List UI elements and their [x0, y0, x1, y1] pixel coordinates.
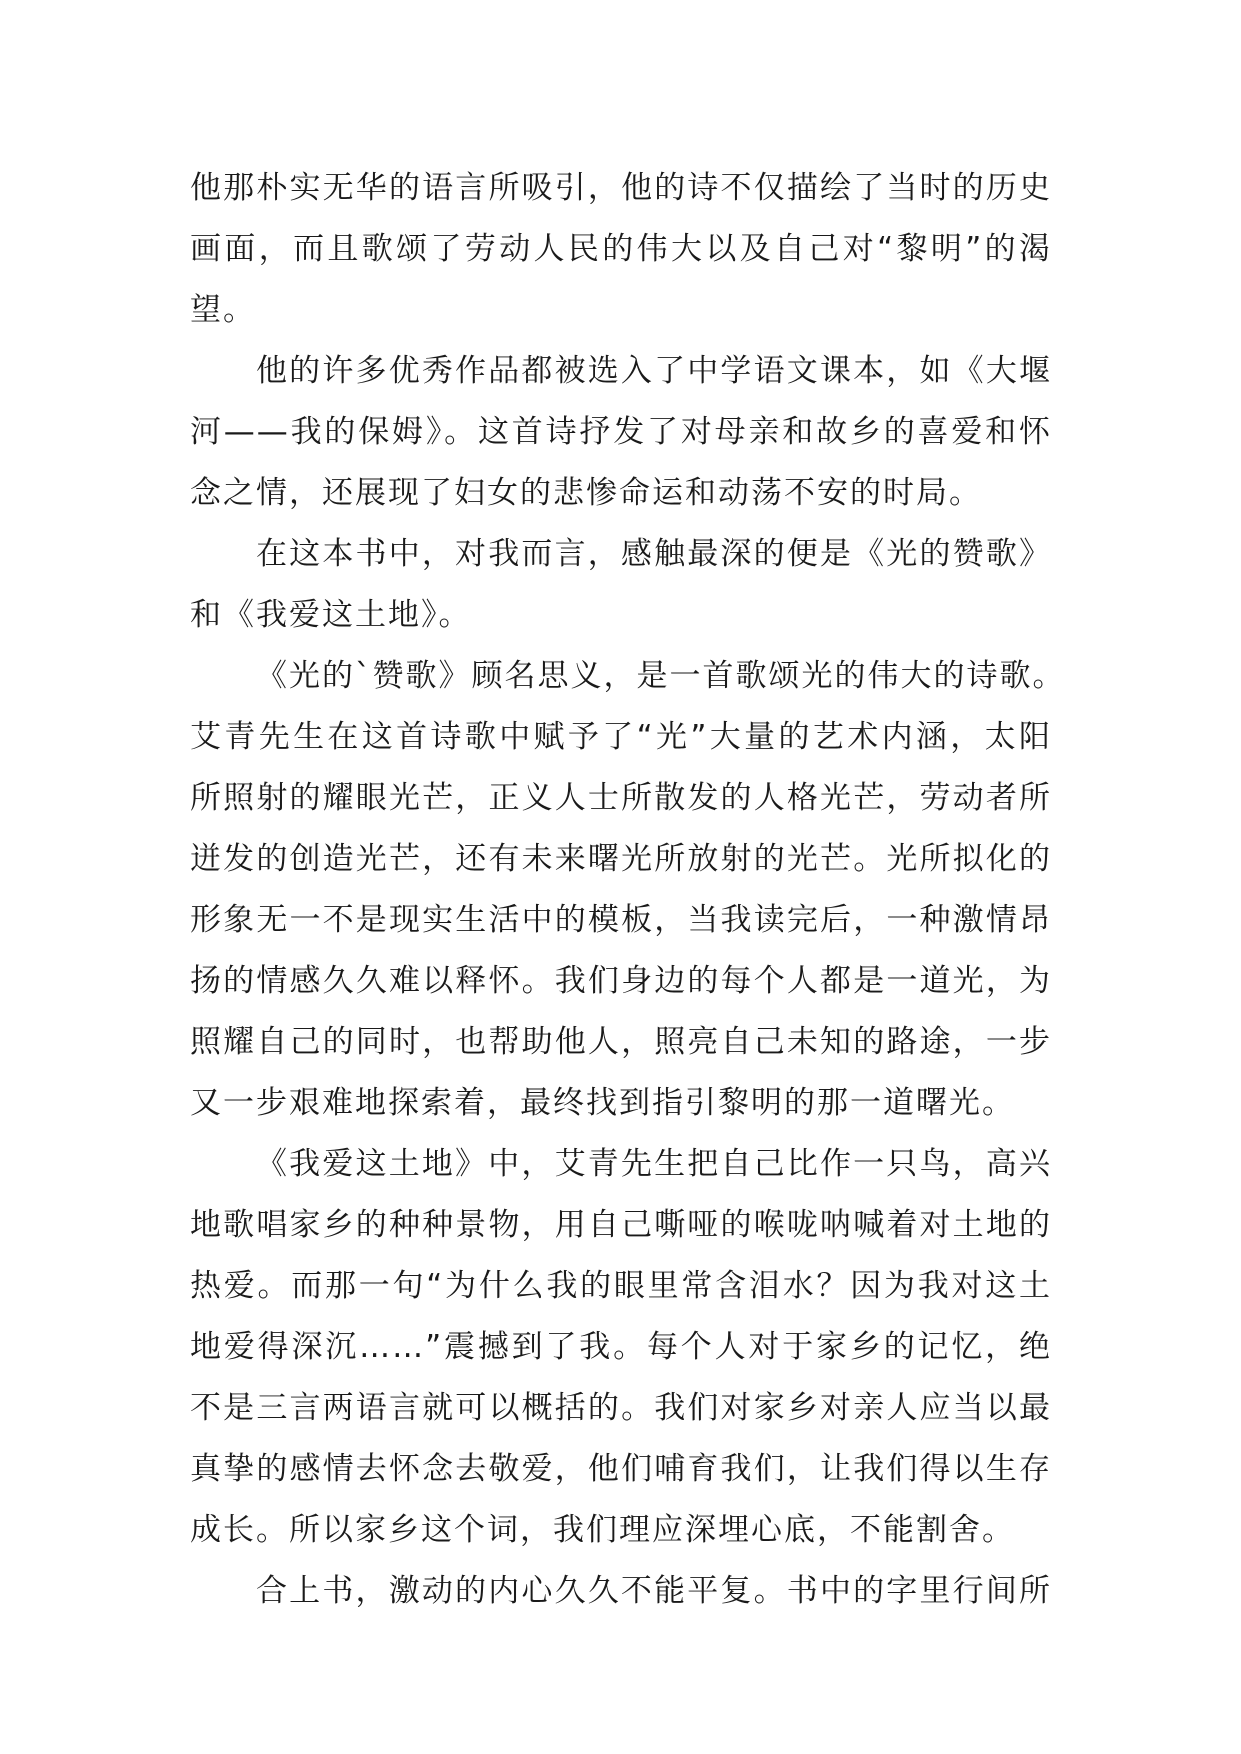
text-line: 地歌唱家乡的种种景物，用自己嘶哑的喉咙呐喊着对土地的 — [190, 1207, 1052, 1243]
text-line: 形象无一不是现实生活中的模板，当我读完后，一种激情昂 — [190, 902, 1052, 938]
text-line: 念之情，还展现了妇女的悲惨命运和动荡不安的时局。 — [190, 475, 982, 511]
text-line: 他那朴实无华的语言所吸引，他的诗不仅描绘了当时的历史 — [190, 170, 1052, 206]
paragraph — [190, 1561, 1052, 1622]
document-body — [190, 158, 1066, 1622]
text-line: 地爱得深沉……”震撼到了我。每个人对于家乡的记忆，绝 — [190, 1329, 1052, 1365]
paragraph — [190, 524, 1052, 646]
text-line: 成长。所以家乡这个词，我们理应深埋心底，不能割舍。 — [190, 1512, 1015, 1548]
text-line: 不是三言两语言就可以概括的。我们对家乡对亲人应当以最 — [190, 1390, 1052, 1426]
text-line: 河——我的保姆》。这首诗抒发了对母亲和故乡的喜爱和怀 — [190, 414, 1052, 450]
text-line: 望。 — [190, 292, 256, 328]
text-line: 热爱。而那一句“为什么我的眼里常含泪水？因为我对这土 — [190, 1268, 1052, 1304]
text-line: 和《我爱这土地》。 — [190, 597, 472, 633]
text-line: 又一步艰难地探索着，最终找到指引黎明的那一道曙光。 — [190, 1085, 1015, 1121]
text-line: 《光的`赞歌》顾名思义，是一首歌颂光的伟大的诗歌。 — [256, 658, 1066, 694]
text-line: 真挚的感情去怀念去敬爱，他们哺育我们，让我们得以生存 — [190, 1451, 1052, 1487]
text-line: 《我爱这土地》中，艾青先生把自己比作一只鸟，高兴 — [256, 1146, 1052, 1182]
text-line: 艾青先生在这首诗歌中赋予了“光”大量的艺术内涵，太阳 — [190, 719, 1052, 755]
text-line: 迸发的创造光芒，还有未来曙光所放射的光芒。光所拟化的 — [190, 841, 1052, 877]
text-line: 合上书，激动的内心久久不能平复。书中的字里行间所 — [256, 1573, 1052, 1609]
text-line: 他的许多优秀作品都被选入了中学语文课本，如《大堰 — [256, 353, 1052, 389]
text-line: 画面，而且歌颂了劳动人民的伟大以及自己对“黎明”的渴 — [190, 231, 1052, 267]
text-line: 在这本书中，对我而言，感触最深的便是《光的赞歌》 — [256, 536, 1052, 572]
paragraph — [190, 341, 1052, 524]
paragraph — [190, 646, 1066, 1134]
paragraph — [190, 1134, 1052, 1561]
text-line: 扬的情感久久难以释怀。我们身边的每个人都是一道光，为 — [190, 963, 1052, 999]
paragraph — [190, 158, 1052, 341]
text-line: 所照射的耀眼光芒，正义人士所散发的人格光芒，劳动者所 — [190, 780, 1052, 816]
text-line: 照耀自己的同时，也帮助他人，照亮自己未知的路途，一步 — [190, 1024, 1052, 1060]
